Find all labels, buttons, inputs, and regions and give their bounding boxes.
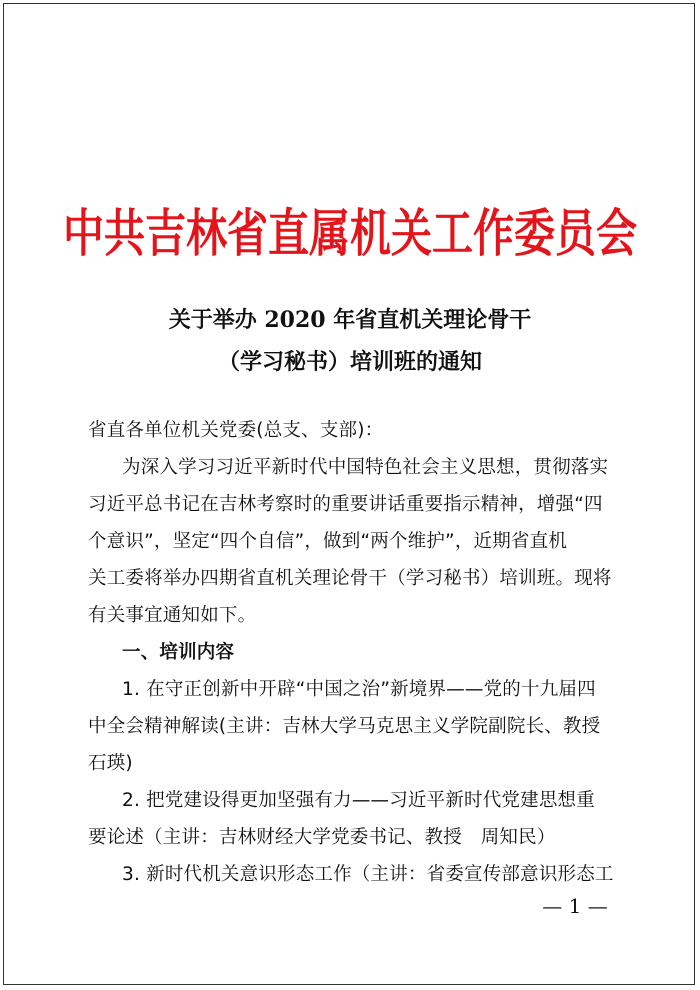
page-number: — 1 — xyxy=(542,894,608,918)
intro-line: 为深入学习习近平新时代中国特色社会主义思想，贯彻落实 xyxy=(122,457,609,478)
document-title-line-1: 关于举办 2020 年省直机关理论骨干 xyxy=(168,307,532,333)
item-2-line: 2. 把党建设得更加坚强有力——习近平新时代党建思想重 xyxy=(122,790,595,811)
intro-line: 个意识”，坚定“四个自信”，做到“两个维护”，近期省直机 xyxy=(88,531,568,552)
salutation: 省直各单位机关党委(总支、支部)： xyxy=(88,420,384,441)
item-1-line: 石瑛) xyxy=(88,753,133,774)
item-3-line: 3. 新时代机关意识形态工作（主讲：省委宣传部意识形态工 xyxy=(122,864,614,885)
document-title-line-2: （学习秘书）培训班的通知 xyxy=(217,349,482,375)
item-2-line: 要论述（主讲：吉林财经大学党委书记、教授 周知民） xyxy=(88,827,556,848)
letterhead-organization: 中共吉林省直属机关工作委员会 xyxy=(63,203,637,264)
item-1-line: 1. 在守正创新中开辟“中国之治”新境界——党的十九届四 xyxy=(122,679,596,700)
intro-line: 有关事宜通知如下。 xyxy=(88,605,257,626)
section-heading-training-content: 一、培训内容 xyxy=(122,642,235,663)
intro-line: 习近平总书记在吉林考察时的重要讲话重要指示精神，增强“四 xyxy=(88,494,603,515)
item-1-line: 中全会精神解读(主讲：吉林大学马克思主义学院副院长、教授 xyxy=(88,716,601,737)
intro-line: 关工委将举办四期省直机关理论骨干（学习秘书）培训班。现将 xyxy=(88,568,612,589)
